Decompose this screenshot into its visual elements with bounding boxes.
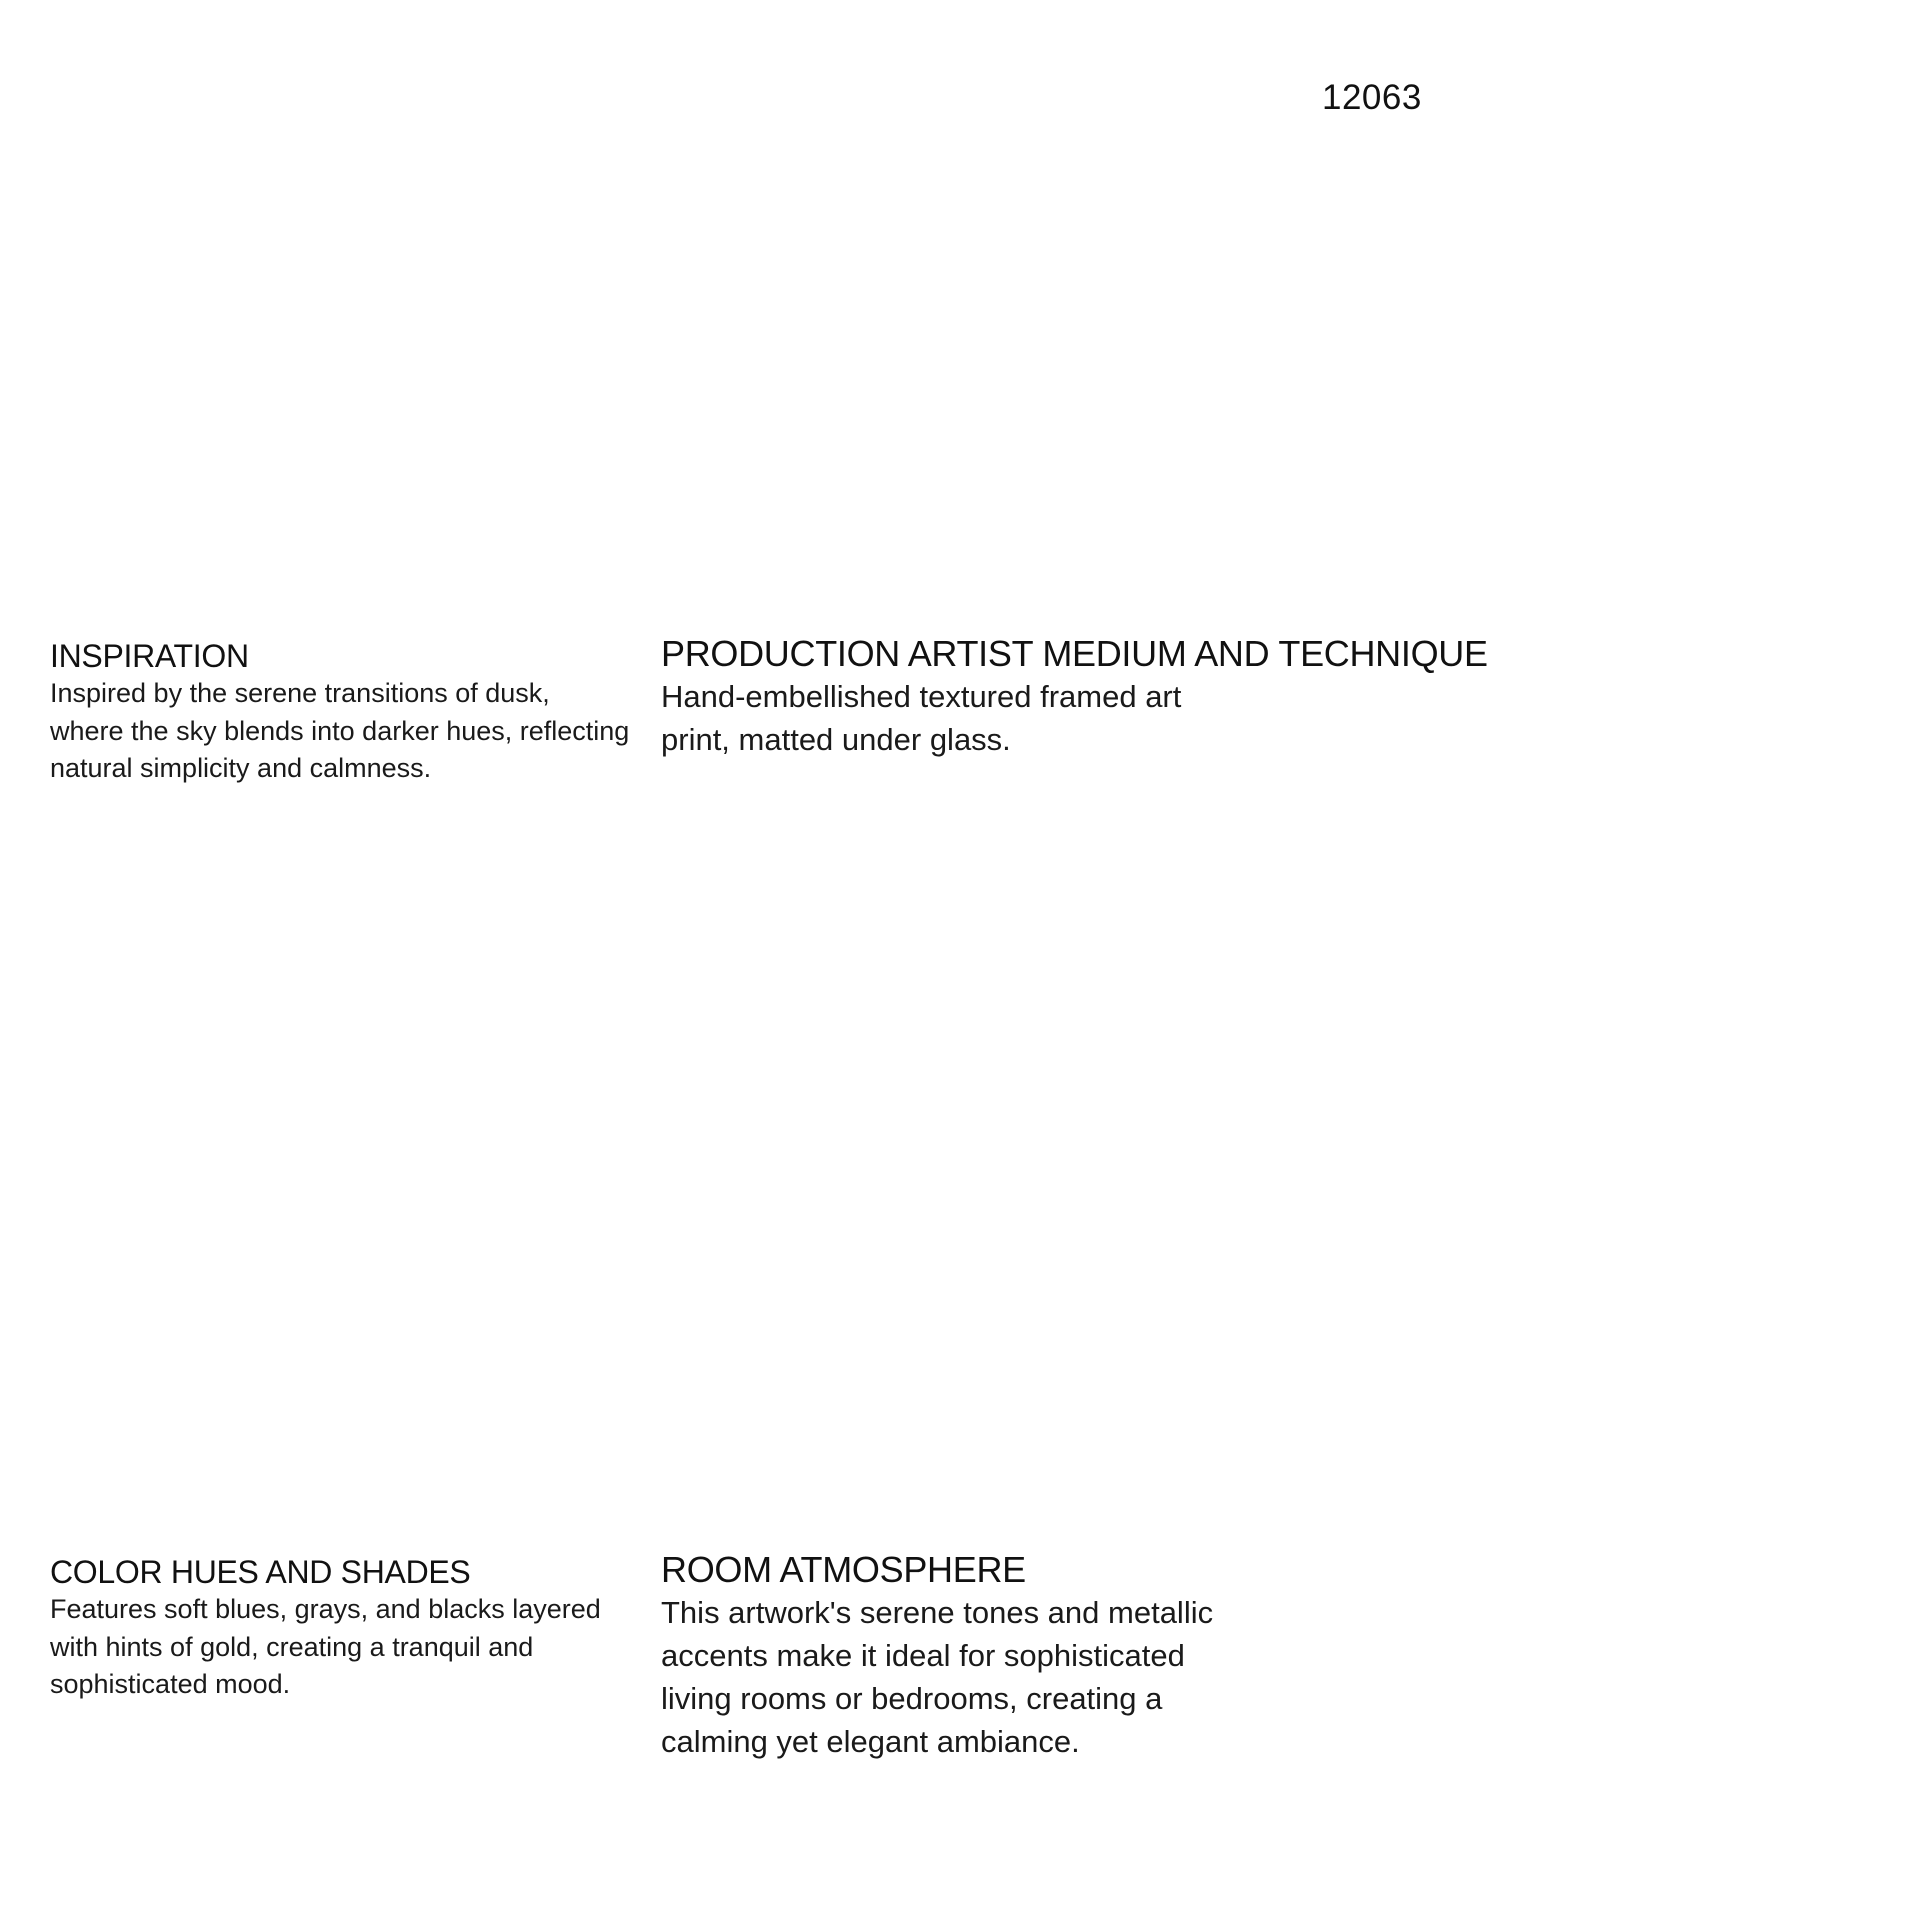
- production-body: Hand-embellished textured framed art print, matted under glass.: [661, 679, 1182, 757]
- color-hues-body: Features soft blues, grays, and blacks layered with hints of gold, creating a tranquil and sophisticated mood.: [50, 1594, 601, 1699]
- color-hues-section: [50, 1553, 630, 1704]
- room-atmosphere-heading: ROOM ATMOSPHERE: [661, 1549, 1026, 1590]
- inspiration-body: Inspired by the serene transitions of dusk, where the sky blends into darker hues, reflecting natural simplicity and calmness.: [50, 678, 630, 783]
- room-atmosphere-section: [661, 1549, 1261, 1763]
- room-atmosphere-body: This artwork's serene tones and metallic accents make it ideal for sophisticated living rooms or bedrooms, creating a calming yet elegant ambiance.: [661, 1595, 1214, 1759]
- color-hues-heading: COLOR HUES AND SHADES: [50, 1554, 471, 1590]
- production-section: [661, 633, 1488, 761]
- inspiration-section: [50, 637, 630, 788]
- inspiration-heading: INSPIRATION: [50, 638, 249, 674]
- item-number: 12063: [1322, 78, 1422, 117]
- production-heading: PRODUCTION ARTIST MEDIUM AND TECHNIQUE: [661, 633, 1488, 674]
